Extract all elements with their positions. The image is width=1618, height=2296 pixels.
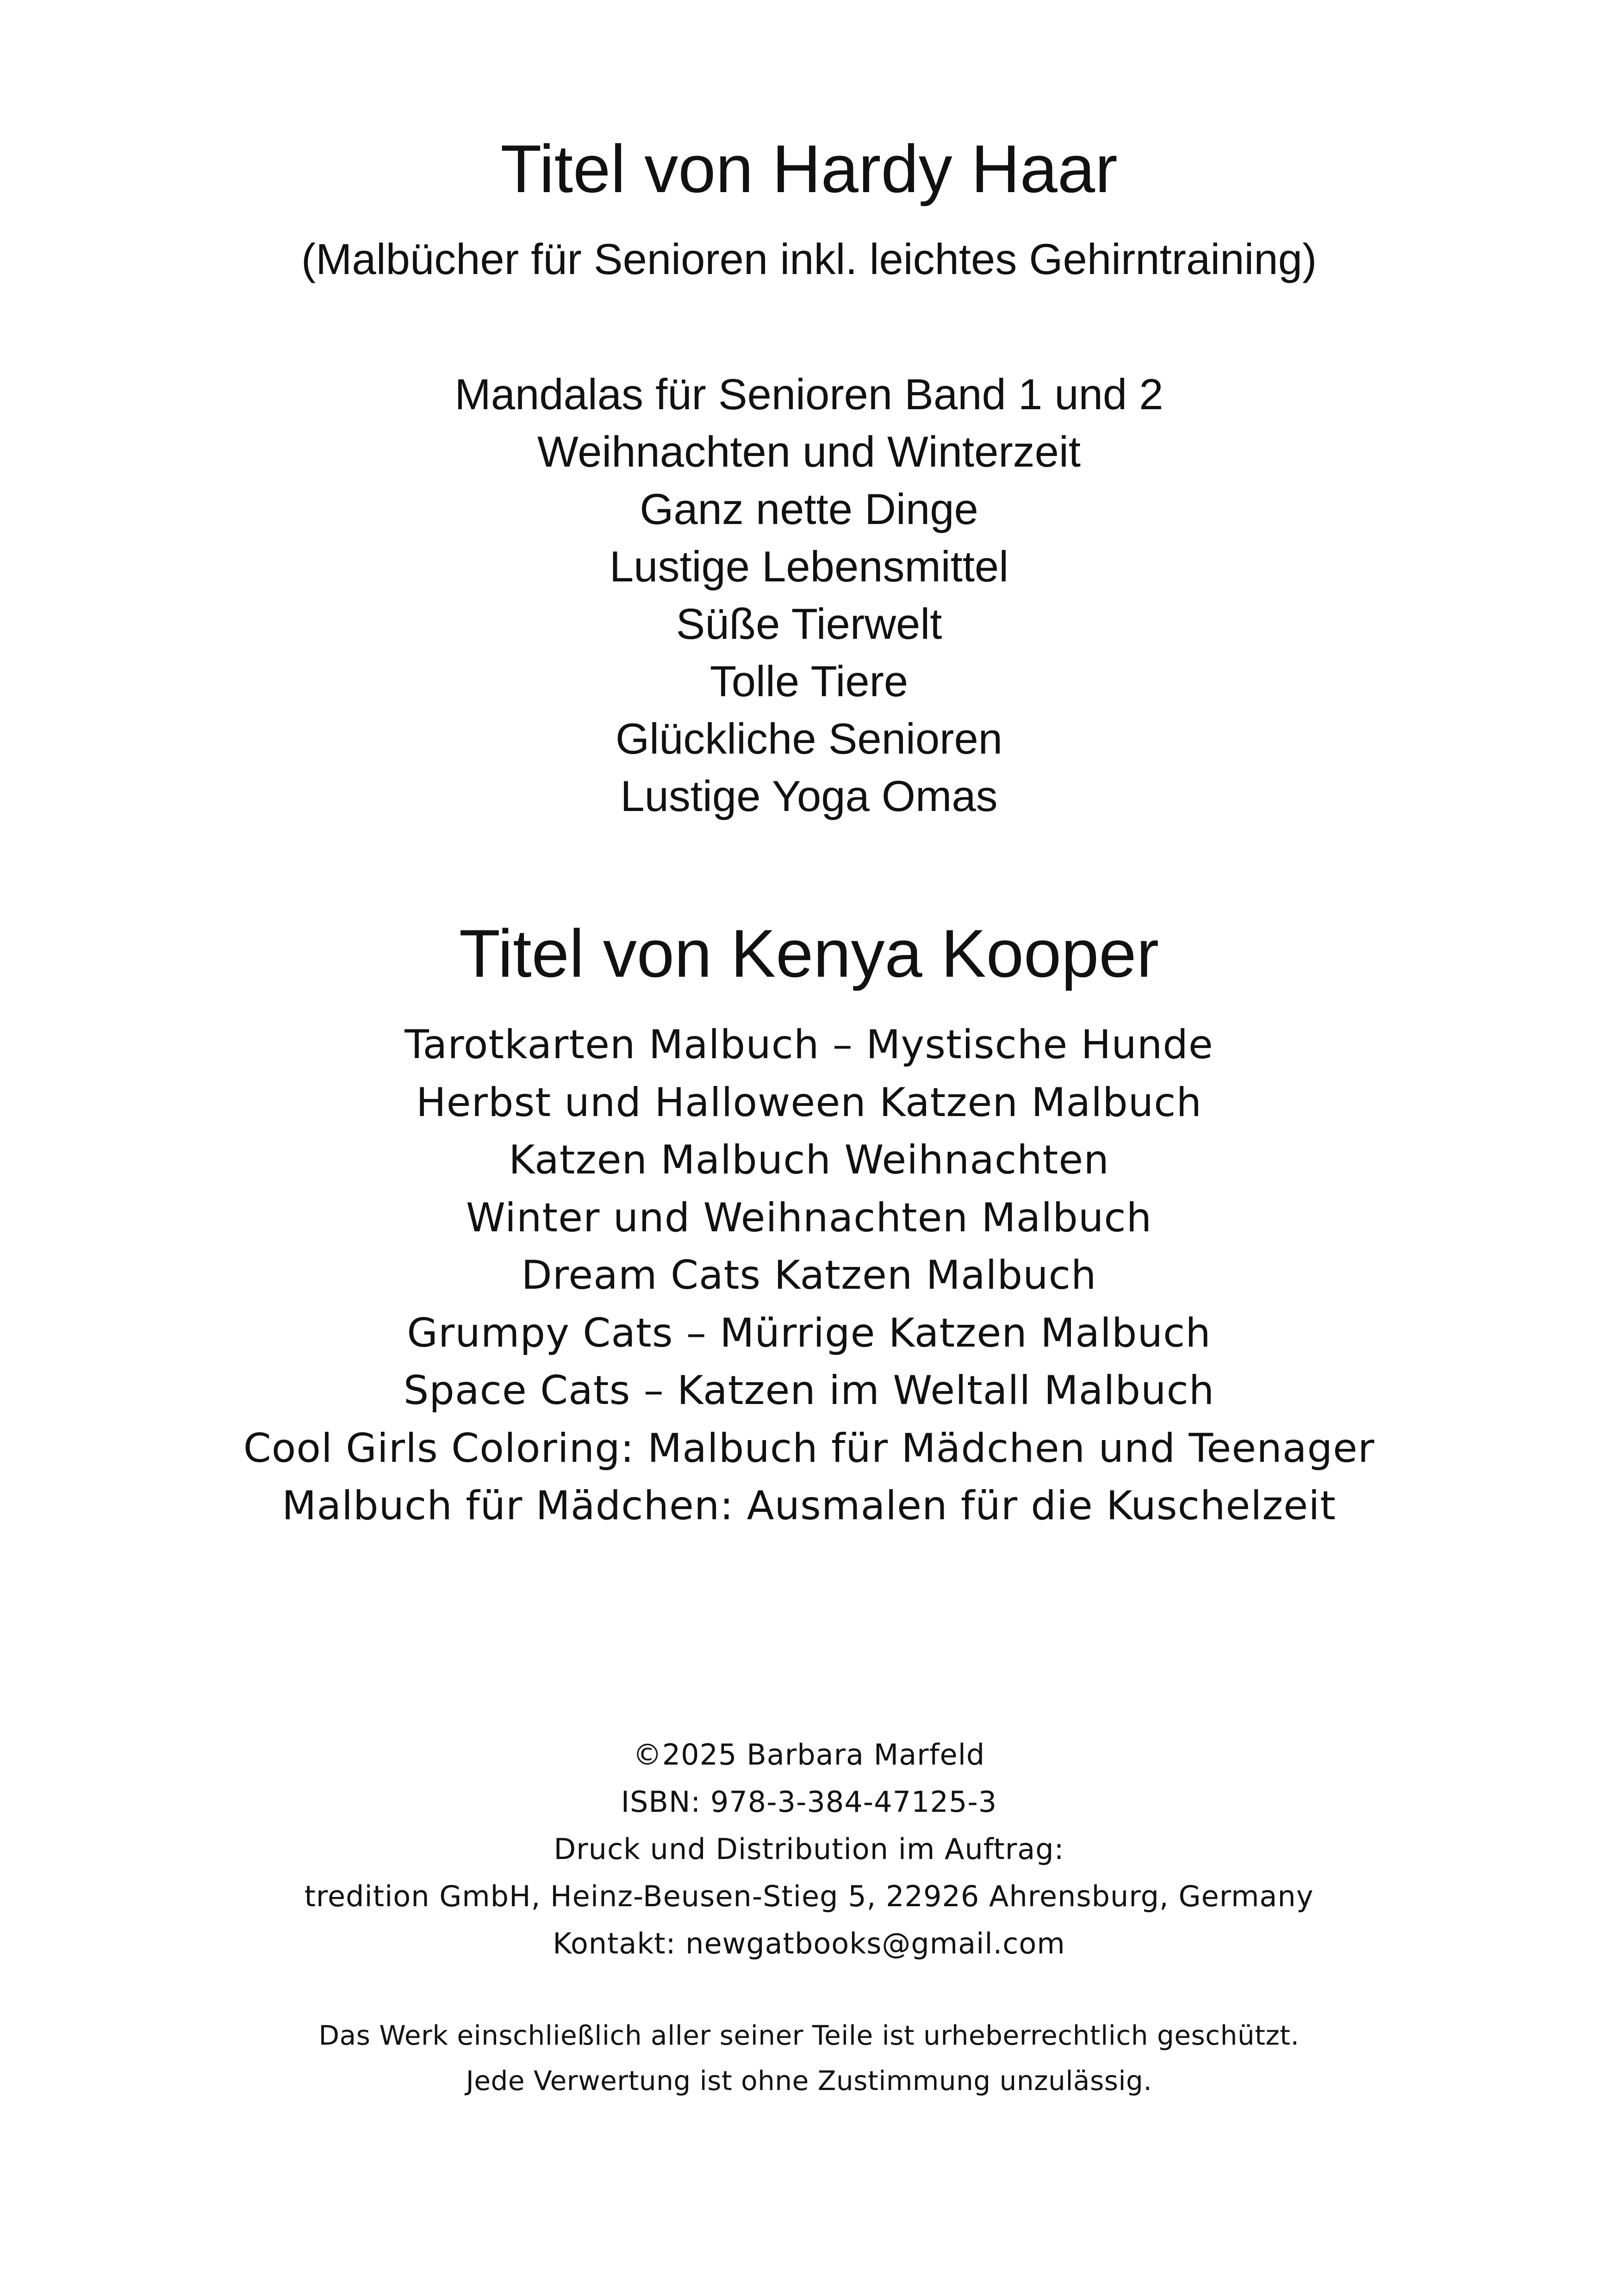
book-title: Katzen Malbuch Weihnachten — [509, 1137, 1109, 1183]
kenya-kooper-section — [0, 910, 1618, 1535]
book-title: Lustige Yoga Omas — [620, 772, 998, 820]
book-title: Cool Girls Coloring: Malbuch für Mädchen und Teenager — [243, 1425, 1375, 1472]
book-title: Malbuch für Mädchen: Ausmalen für die Kuschelzeit — [282, 1483, 1336, 1529]
book-title: Dream Cats Katzen Malbuch — [521, 1252, 1097, 1298]
copyright-line: ©2025 Barbara Marfeld — [633, 1738, 985, 1772]
book-title: Grumpy Cats – Mürrige Katzen Malbuch — [407, 1310, 1211, 1356]
notice-line: Jede Verwertung ist ohne Zustimmung unzulässig. — [466, 2065, 1152, 2096]
book-title: Tarotkarten Malbuch – Mystische Hunde — [404, 1022, 1214, 1068]
book-title: Lustige Lebensmittel — [609, 542, 1009, 591]
hardy-haar-subtitle: (Malbücher für Senioren inkl. leichtes Gehirntraining) — [301, 235, 1317, 283]
hardy-haar-book-list — [0, 366, 1618, 825]
copyright-notice — [0, 2013, 1618, 2103]
contact-line: Kontakt: newgatbooks@gmail.com — [553, 1927, 1065, 1960]
book-title: Ganz nette Dinge — [640, 485, 978, 533]
book-title: Mandalas für Senioren Band 1 und 2 — [454, 370, 1164, 418]
book-title: Tolle Tiere — [709, 657, 909, 705]
hardy-haar-title: Titel von Hardy Haar — [500, 131, 1118, 206]
distribution-label: Druck und Distribution im Auftrag: — [554, 1832, 1064, 1866]
book-title: Süße Tierwelt — [676, 599, 942, 648]
book-title: Weihnachten und Winterzeit — [537, 427, 1081, 476]
imprint-section — [0, 1731, 1618, 2103]
book-title: Herbst und Halloween Katzen Malbuch — [416, 1079, 1202, 1126]
notice-line: Das Werk einschließlich aller seiner Teile ist urheberrechtlich geschützt. — [318, 2020, 1300, 2051]
kenya-kooper-book-list — [0, 1016, 1618, 1535]
book-title: Winter und Weihnachten Malbuch — [466, 1194, 1152, 1241]
isbn-line: ISBN: 978-3-384-47125-3 — [621, 1785, 997, 1819]
publisher-address: tredition GmbH, Heinz-Beusen-Stieg 5, 22926 Ahrensburg, Germany — [304, 1879, 1314, 1913]
book-title: Glückliche Senioren — [616, 714, 1002, 763]
kenya-kooper-title: Titel von Kenya Kooper — [459, 916, 1159, 991]
book-title: Space Cats – Katzen im Weltall Malbuch — [403, 1367, 1215, 1414]
hardy-haar-section — [0, 125, 1618, 825]
